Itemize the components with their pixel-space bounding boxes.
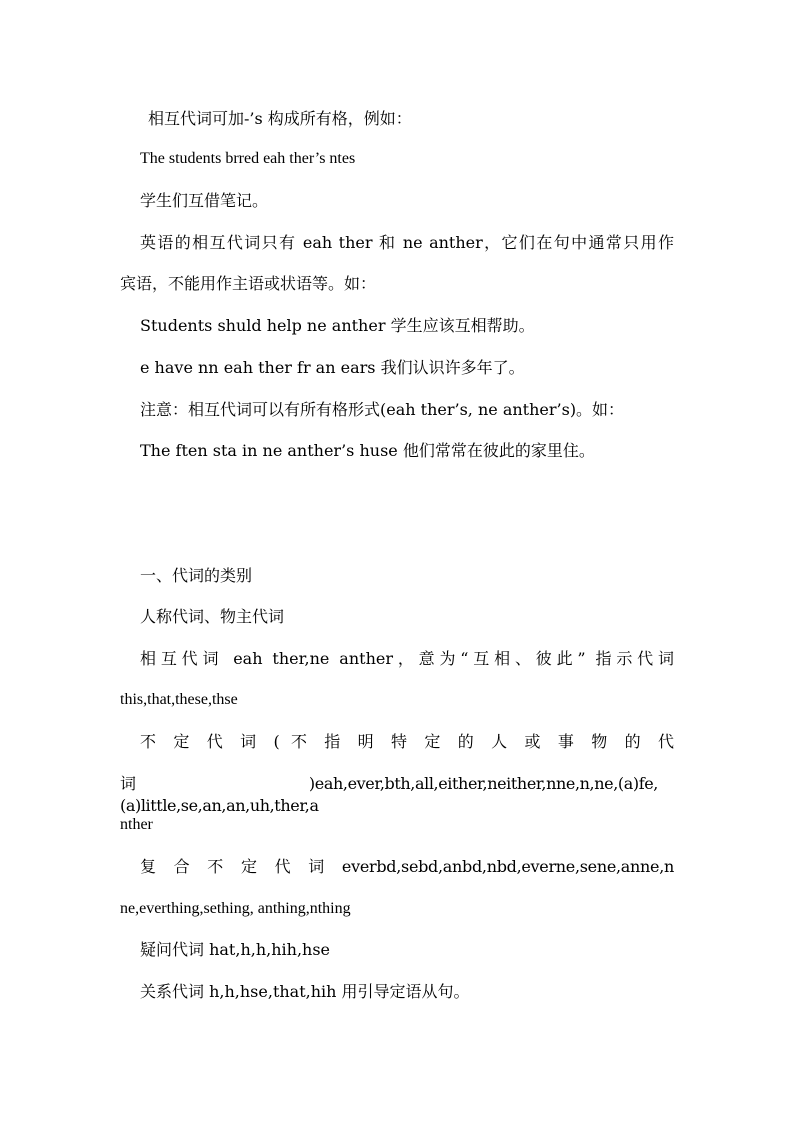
item-reciprocal-line1: 相互代词 eah ther,ne anther，意为“互相、彼此” 指示代词: [140, 649, 674, 668]
item-reciprocal-line2: this,that,these,thse: [120, 691, 238, 708]
item-indefinite-line2: 词 )eah,ever,bth,all,either,neither,nne,n,ne,(a)fe,(a)little,se,an,an,uh,ther,a: [120, 774, 658, 815]
example-sentence-notes: The students brred eah ther’s ntes: [140, 150, 356, 167]
item-indefinite-line3: nther: [120, 816, 153, 833]
item-compound-indefinite-line1: 复 合 不 定 代 词 everbd,sebd,anbd,nbd,everne,sene,anne,n: [140, 857, 674, 876]
item-compound-indefinite-line2: ne,everthing,sething, anthing,nthing: [120, 900, 351, 917]
paragraph-possessive-intro: 相互代词可加-’s 构成所有格，例如：: [148, 109, 412, 128]
item-personal-possessive: 人称代词、物主代词: [140, 607, 285, 626]
example-translation-notes: 学生们互借笔记。: [140, 191, 269, 210]
item-interrogative: 疑问代词 hat,h,h,hih,hse: [140, 940, 331, 959]
example-sentence-help: Students shuld help ne anther 学生应该互相帮助。: [140, 316, 535, 335]
section-heading-pronoun-types: 一、代词的类别: [140, 566, 253, 585]
note-possessive-form: 注意：相互代词可以有所有格形式(eah ther’s, ne anther’s)。如：: [140, 400, 625, 419]
example-sentence-years: e have nn eah ther fr an ears 我们认识许多年了。: [140, 358, 525, 377]
item-indefinite-line1: 不 定 代 词 ( 不 指 明 特 定 的 人 或 事 物 的 代: [140, 732, 674, 751]
paragraph-reciprocal-line1: 英语的相互代词只有 eah ther 和 ne anther，它们在句中通常只用作: [140, 233, 674, 252]
item-relative: 关系代词 h,h,hse,that,hih 用引导定语从句。: [140, 982, 470, 1001]
example-sentence-house: The ften sta in ne anther’s huse 他们常常在彼此的家里住。: [140, 441, 595, 460]
paragraph-reciprocal-line2: 宾语，不能用作主语或状语等。如：: [120, 274, 377, 293]
